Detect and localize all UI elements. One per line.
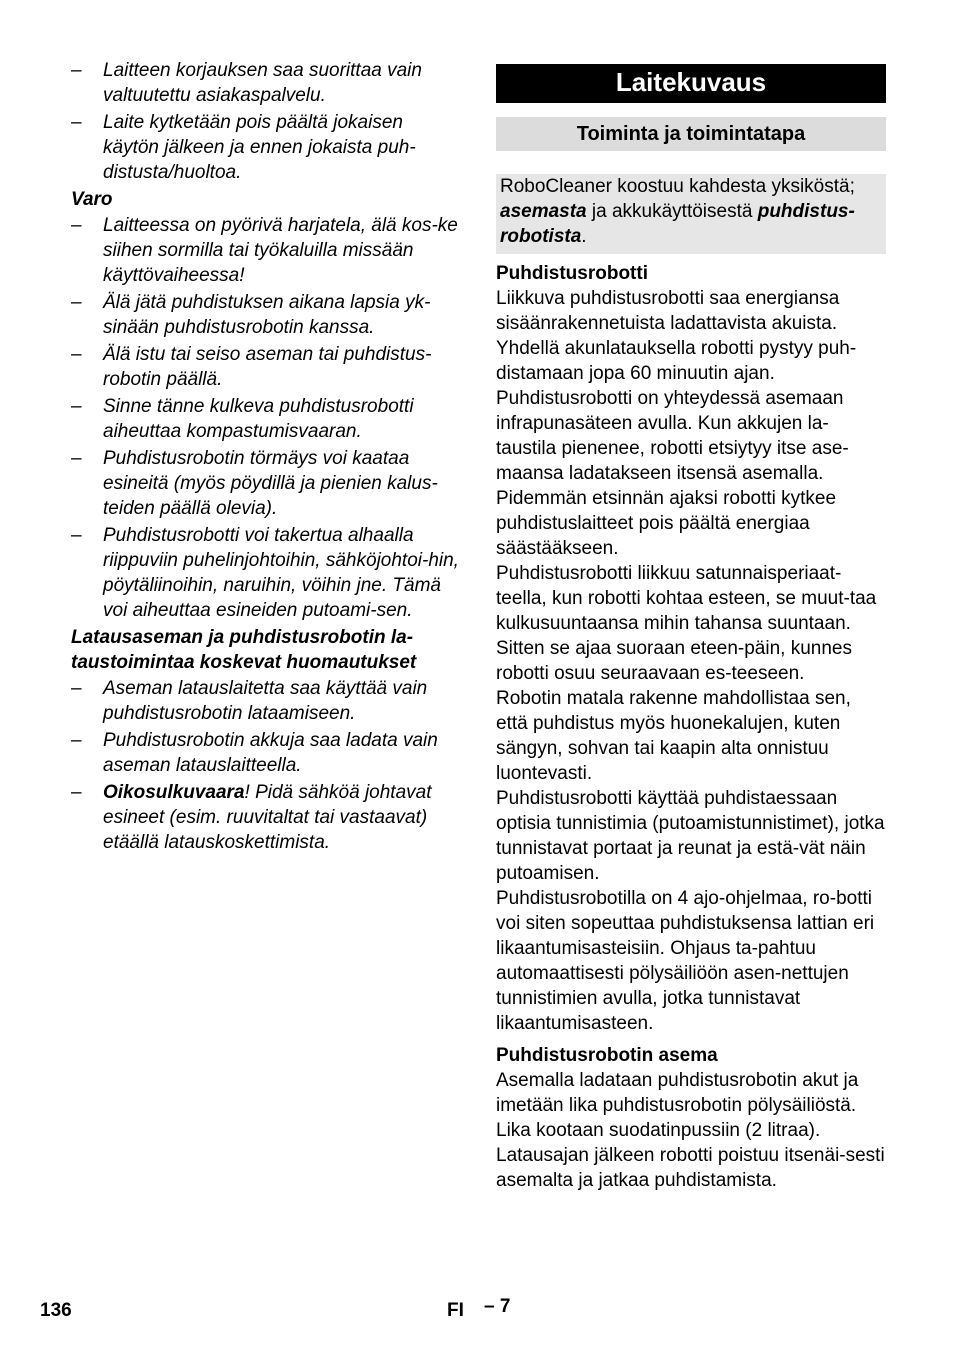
page-number: 136 bbox=[40, 1300, 72, 1321]
list-item: – Puhdistusrobotti voi takertua alhaalla riippuviin puhelinjohtoihin, sähköjohtoi-hin, pöytäliinoihin, naruihin, vöihin jne. Tämä voi aiheuttaa esineiden putoami-sen. bbox=[71, 525, 459, 621]
list-item bbox=[71, 780, 463, 855]
list-item: – Puhdistusrobotin akkuja saa ladata vain aseman latauslaitteella. bbox=[71, 730, 438, 776]
list-item: – Älä istu tai seiso aseman tai puhdistus-robotin päällä. bbox=[71, 344, 432, 390]
robot-heading: Puhdistusrobotti bbox=[496, 263, 648, 284]
dash-icon: – bbox=[71, 448, 82, 469]
caution-label: Varo bbox=[71, 189, 113, 210]
list-item: – Älä jätä puhdistuksen aikana lapsia yk-sinään puhdistusrobotin kanssa. bbox=[71, 292, 431, 338]
list-item: – Puhdistusrobotin törmäys voi kaataa esineitä (myös pöydillä ja pienien kalus-teiden päällä olevia). bbox=[71, 448, 438, 519]
section-title: Toiminta ja toimintatapa bbox=[496, 117, 886, 151]
list-item: – Laitteessa on pyörivä harjatela, älä kos-ke siihen sormilla tai työkaluilla missään käyttövaiheessa! bbox=[71, 215, 458, 286]
dash-icon: – bbox=[71, 112, 82, 133]
paragraph: Puhdistusrobotilla on 4 ajo-ohjelmaa, ro-botti voi siten sopeuttaa puhdistuksensa lattian eri likaantumisasteisiin. Ohjaus ta-pahtuu automaattisesti pölysäiliöön asen-nettujen tunnistimien avulla, jotka tunnistavat likaantumisasteen. bbox=[496, 888, 875, 1034]
chapter-title: Laitekuvaus bbox=[496, 64, 886, 103]
dash-icon: – bbox=[71, 678, 82, 699]
paragraph: Liikkuva puhdistusrobotti saa energiansa sisäänrakennetuista ladattavista akuista. Yhdellä akunlatauksella robotti pystyy puh-distamaan jopa 60 minuutin ajan. bbox=[496, 288, 857, 384]
paragraph: Robotin matala rakenne mahdollistaa sen, että puhdistus myös huonekalujen, kuten sängyn, sohvan tai kaapin alta onnistuu luontevasti. bbox=[496, 688, 851, 784]
dash-icon: – bbox=[71, 782, 82, 803]
list-item: – Laite kytketään pois päältä jokaisen käytön jälkeen ja ennen jokaista puh-distusta/huoltoa. bbox=[71, 112, 416, 183]
list-item: – Aseman latauslaitetta saa käyttää vain puhdistusrobotin lataamiseen. bbox=[71, 678, 428, 724]
dash-icon: – bbox=[71, 215, 82, 236]
dash-icon: – bbox=[71, 292, 82, 313]
dash-icon: – bbox=[71, 525, 82, 546]
paragraph: Asemalla ladataan puhdistusrobotin akut ja imetään lika puhdistusrobotin pölysäiliöstä. Lika kootaan suodatinpussiin (2 litraa). Latausajan jälkeen robotti poistuu itsenäi-sesti asemalta ja jatkaa puhdistamista. bbox=[496, 1070, 885, 1191]
dash-icon: – bbox=[71, 344, 82, 365]
dash-icon: – bbox=[71, 396, 82, 417]
list-item: – Laitteen korjauksen saa suorittaa vain valtuutettu asiakaspalvelu. bbox=[71, 60, 422, 106]
list-item: – Sinne tänne kulkeva puhdistusrobotti aiheuttaa kompastumisvaaran. bbox=[71, 396, 414, 442]
intro-box: RoboCleaner koostuu kahdesta yksiköstä; asemasta ja akkukäyttöisestä puhdistus-robotista. bbox=[496, 174, 886, 254]
charging-notes-heading: Latausaseman ja puhdistusrobotin la-taustoimintaa koskevat huomautukset bbox=[71, 627, 417, 673]
dash-icon: – bbox=[71, 730, 82, 751]
short-circuit-text: ! Pidä sähköä johtavat esineet (esim. ruuvitaltat tai vastaavat) etäällä latauskoskettimista. bbox=[103, 782, 432, 853]
short-circuit-label: Oikosulkuvaara bbox=[103, 782, 245, 803]
left-column bbox=[71, 58, 463, 857]
paragraph: Puhdistusrobotti liikkuu satunnaisperiaat-teella, kun robotti kohtaa esteen, se muut-taa kulkusuuntaansa mihin tahansa suuntaan. Sitten se ajaa suoraan eteen-päin, kunnes robotti osuu seuraavaan es-teeseen. bbox=[496, 563, 877, 684]
language-code: FI bbox=[447, 1300, 464, 1321]
right-column bbox=[496, 64, 886, 1193]
station-heading: Puhdistusrobotin asema bbox=[496, 1045, 718, 1066]
dash-icon: – bbox=[71, 60, 82, 81]
paragraph: Puhdistusrobotti käyttää puhdistaessaan optisia tunnistimia (putoamistunnistimet), jotka tunnistavat portaat ja reunat ja estä-vät näin putoamisen. bbox=[496, 788, 885, 884]
paragraph: Puhdistusrobotti on yhteydessä asemaan infrapunasäteen avulla. Kun akkujen la-taustila pienenee, robotti etsiytyy itse ase-maansa ladatakseen itsensä asemalla. Pidemmän etsinnän ajaksi robotti kytkee puhdistuslaitteet pois päältä energiaa säästääkseen. bbox=[496, 388, 849, 559]
sub-page-number: – 7 bbox=[484, 1296, 511, 1317]
